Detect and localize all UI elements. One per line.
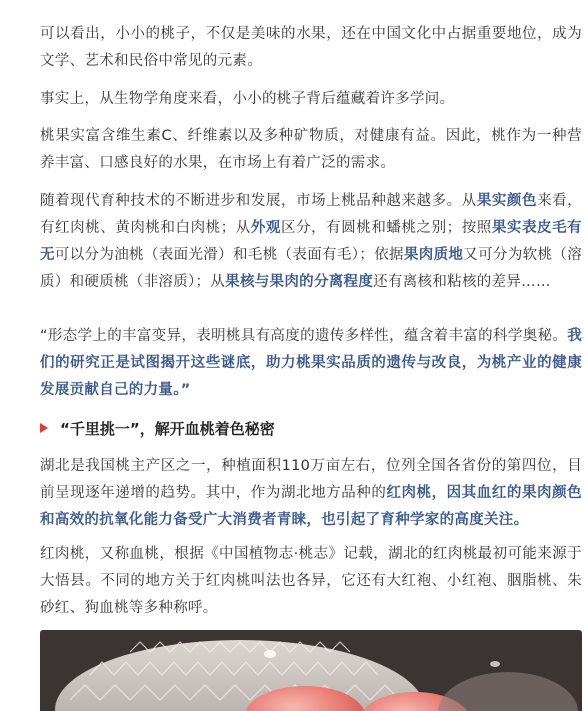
highlighted-text: 红肉桃，因其血红的果肉颜色和高效的抗氧化能力备受广大消费者青睐，也引起了育种学家的高度关注。 <box>40 485 582 528</box>
section-heading-text: “千里挑一”，解开血桃着色秘密 <box>60 419 275 438</box>
highlighted-text: 果肉质地 <box>403 247 464 263</box>
paragraph-red-peach: 红肉桃，又称血桃，根据《中国植物志·桃志》记载，湖北的红肉桃最初可能来源于大悟县。不同的地方关于红肉桃叫法也各异，它还有大红袍、小红袍、胭脂桃、朱砂红、狗血桃等多种称呼。 <box>40 546 582 616</box>
peach-photo <box>40 630 582 711</box>
text-segment: 湖北是我国桃主产区之一，种植面积110万亩左右，位列全国各省份的第四位，目前呈现逐年递增的趋势。其中，作为湖北地方品种的 <box>40 458 582 501</box>
paragraph-varieties <box>40 188 582 296</box>
highlighted-text: 果实颜色 <box>476 193 538 209</box>
peach-photo-graphic <box>40 630 582 711</box>
text-segment: 随着现代育种技术的不断进步和发展，市场上桃品种越来越多。从 <box>40 193 477 209</box>
text-segment: 可以分为油桃（表面光滑）和毛桃（表面有毛）；依据 <box>54 247 404 263</box>
text-segment: “形态学上的丰富变异，表明桃具有高度的遗传多样性，蕴含着丰富的科学奥秘。 <box>40 328 568 344</box>
paragraph-culture: 可以看出，小小的桃子，不仅是美味的水果，还在中国文化中占据重要地位，成为文学、艺术和民俗中常见的元素。 <box>40 26 582 69</box>
paragraph-hubei <box>40 453 582 534</box>
triangle-right-icon <box>40 423 48 433</box>
paragraph-biology: 事实上，从生物学角度来看，小小的桃子背后蕴藏着许多学问。 <box>40 91 455 107</box>
text-segment: 区分，有圆桃和蟠桃之别；按照 <box>281 220 492 236</box>
paragraph-quote <box>40 323 582 404</box>
section-heading <box>40 414 275 442</box>
text-segment: 来看，有红肉桃、黄肉桃和白肉桃；从 <box>40 193 582 236</box>
paragraph-nutrition: 桃果实富含维生素C、纤维素以及多种矿物质，对健康有益。因此，桃作为一种营养丰富、口感良好的水果，在市场上有着广泛的需求。 <box>40 128 582 171</box>
highlighted-text: 我们的研究正是试图揭开这些谜底，助力桃果实品质的遗传与改良，为桃产业的健康发展贡献自己的力量。” <box>40 328 582 398</box>
text-segment: 还有离核和粘核的差异…… <box>373 274 551 290</box>
highlighted-text: 果核与果肉的分离程度 <box>225 274 374 290</box>
highlighted-text: 果实表皮毛有无 <box>40 220 582 263</box>
highlighted-text: 外观 <box>250 220 281 236</box>
text-segment: 又可分为软桃（溶质）和硬质桃（非溶质）；从 <box>40 247 582 290</box>
